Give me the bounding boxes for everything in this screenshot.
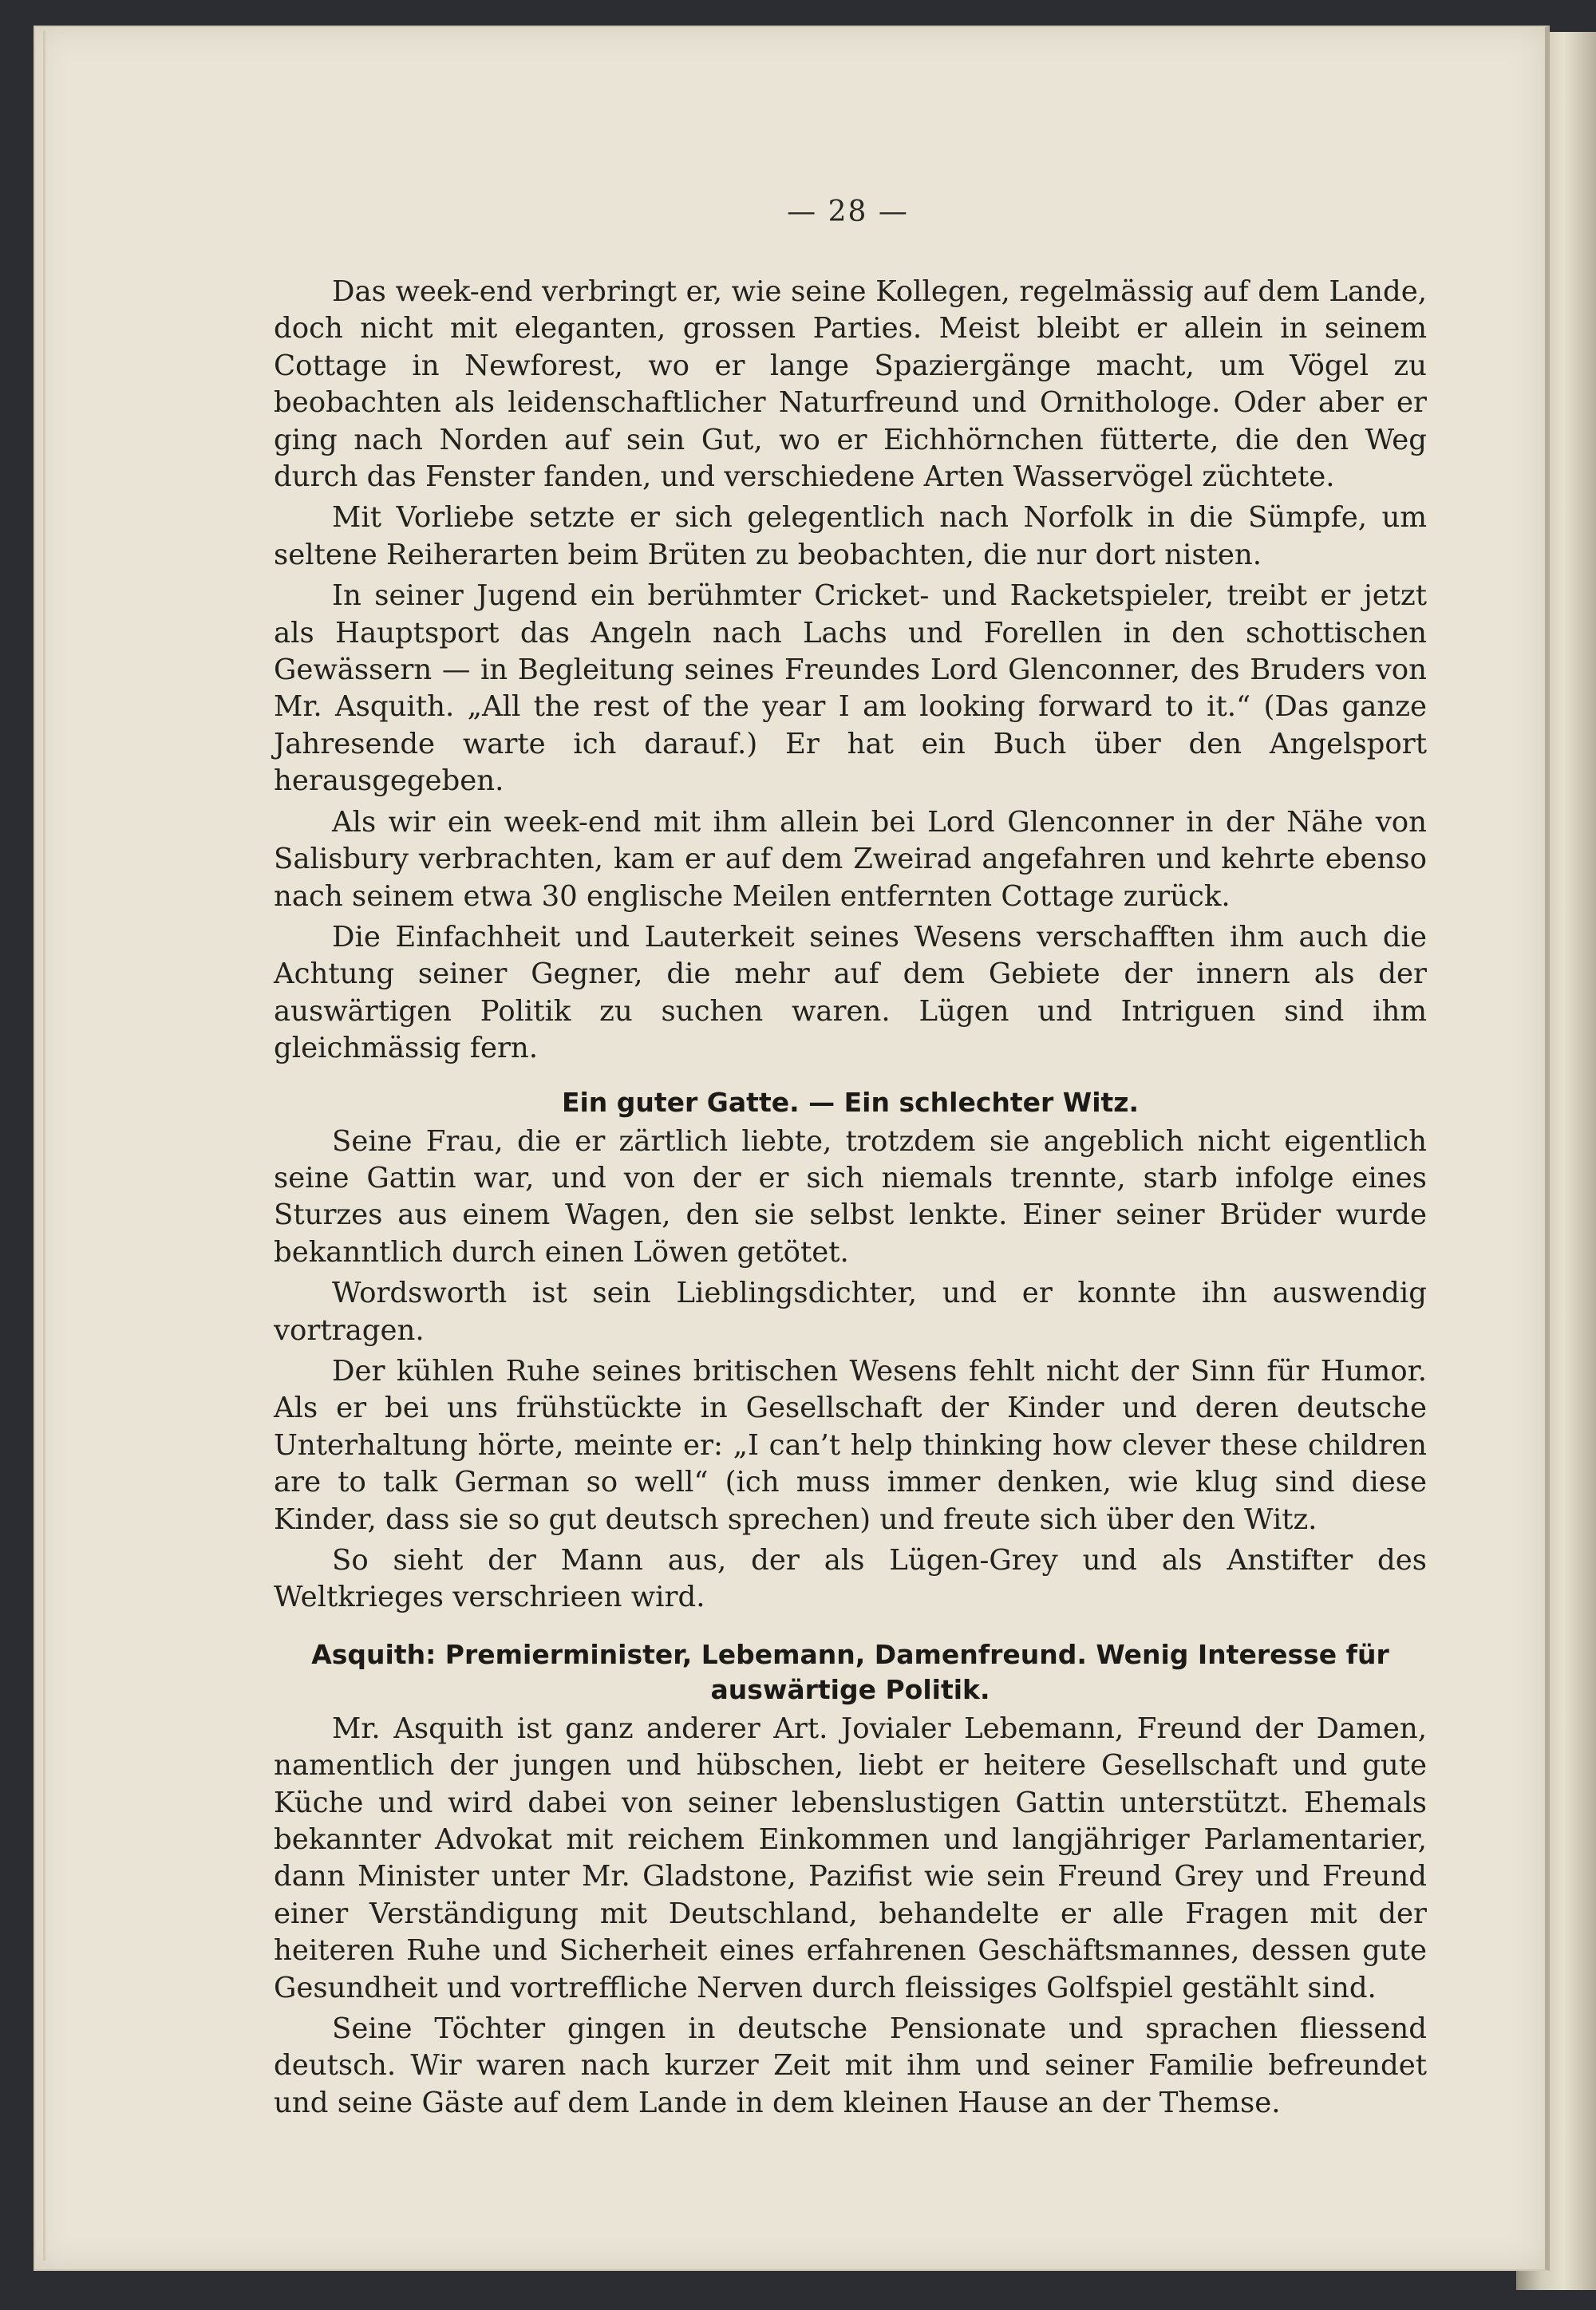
section-heading: Ein guter Gatte. — Ein schlechter Witz. [561, 1086, 1140, 1118]
paragraph: Die Einfachheit und Lauterkeit seines Wesens verschafften ihm auch die Achtung seiner Gegner, die mehr auf dem Gebiete der innern als der auswärtigen Politik zu suchen waren. Lügen und Intriguen sind ihm gleichmässig fern. [274, 920, 1427, 1065]
paragraph: So sieht der Mann aus, der als Lügen-Grey und als Anstifter des Weltkrieges verschrieen wird. [274, 1544, 1427, 1614]
paragraph: Wordsworth ist sein Lieblingsdichter, und er konnte ihn auswendig vortragen. [274, 1277, 1427, 1347]
page-body [274, 274, 1427, 2122]
section-heading: Asquith: Premierminister, Lebemann, Damenfreund. Wenig Interesse für auswärtige Politik. [311, 1638, 1389, 1705]
paragraph: Das week-end verbringt er, wie seine Kollegen, regelmässig auf dem Lande, doch nicht mit eleganten, grossen Parties. Meist bleibt er allein in seinem Cottage in Newforest, wo er lange Spaziergänge macht, um Vögel zu beobachten als leidenschaftlicher Naturfreund und Ornithologe. Oder aber er ging nach Norden auf sein Gut, wo er Eichhörnchen fütterte, die den Weg durch das Fenster fanden, und verschiedene Arten Wasservögel züchtete. [274, 275, 1427, 494]
paragraph: Mit Vorliebe setzte er sich gelegentlich nach Norfolk in die Sümpfe, um seltene Reiherarten beim Brüten zu beobachten, die nur dort nisten. [274, 501, 1427, 571]
paragraph: Mr. Asquith ist ganz anderer Art. Jovialer Lebemann, Freund der Damen, namentlich der jungen und hübschen, liebt er heitere Gesellschaft und gute Küche und wird dabei von seiner lebenslustigen Gattin unterstützt. Ehemals bekannter Advokat mit reichem Einkommen und langjähriger Parlamentarier, dann Minister unter Mr. Gladstone, Pazifist wie sein Freund Grey und Freund einer Verständigung mit Deutschland, behandelte er alle Fragen mit der heiteren Ruhe und Sicherheit eines erfahrenen Geschäftsmannes, dessen gute Gesundheit und vortreffliche Nerven durch fleissiges Golfspiel gestählt sind. [274, 1712, 1427, 2004]
paragraph: Der kühlen Ruhe seines britischen Wesens fehlt nicht der Sinn für Humor. Als er bei uns frühstückte in Gesellschaft der Kinder und deren deutsche Unterhaltung hörte, meinte er: „I can’t help thinking how clever these children are to talk German so well“ (ich muss immer denken, wie klug sind diese Kinder, dass sie so gut deutsch sprechen) und freute sich über den Witz. [274, 1354, 1427, 1536]
paragraph: In seiner Jugend ein berühmter Cricket- und Racketspieler, treibt er jetzt als Hauptsport das Angeln nach Lachs und Forellen in den schottischen Gewässern — in Begleitung seines Freundes Lord Glenconner, des Bruders von Mr. Asquith. „All the rest of the year I am looking forward to it.“ (Das ganze Jahresende warte ich darauf.) Er hat ein Buch über den Angelsport herausgegeben. [274, 579, 1427, 798]
page-number: — 28 — [787, 195, 909, 228]
paragraph: Seine Töchter gingen in deutsche Pensionate und sprachen fliessend deutsch. Wir waren nach kurzer Zeit mit ihm und seiner Familie befreundet und seine Gäste auf dem Lande in dem kleinen Hause an der Themse. [274, 2012, 1427, 2119]
page-edge-line [43, 30, 45, 2261]
paragraph: Als wir ein week-end mit ihm allein bei Lord Glenconner in der Nähe von Salisbury verbrachten, kam er auf dem Zweirad angefahren und kehrte ebenso nach seinem etwa 30 englische Meilen entfernten Cottage zurück. [274, 805, 1427, 913]
paragraph: Seine Frau, die er zärtlich liebte, trotzdem sie angeblich nicht eigentlich seine Gattin war, und von der er sich niemals trennte, starb infolge eines Sturzes aus einem Wagen, den sie selbst lenkte. Einer seiner Brüder wurde bekanntlich durch einen Löwen getötet. [274, 1124, 1427, 1269]
